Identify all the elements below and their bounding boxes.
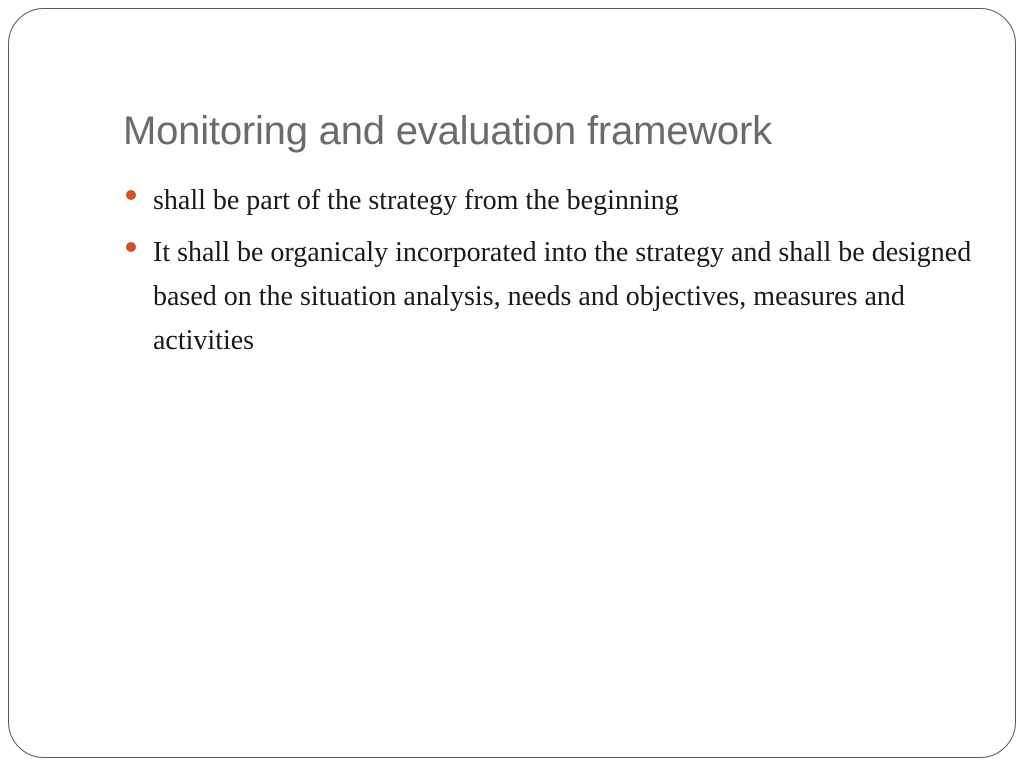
bullet-text: shall be part of the strategy from the beginning <box>153 185 679 216</box>
bullet-dot-icon <box>126 242 136 252</box>
slide <box>8 8 1016 758</box>
bullet-item <box>123 179 973 223</box>
slide-title: Monitoring and evaluation framework <box>123 109 772 153</box>
bullet-item <box>123 231 973 363</box>
bullet-dot-icon <box>126 190 136 200</box>
bullet-list <box>123 179 973 371</box>
bullet-text: It shall be organicaly incorporated into the strategy and shall be designed based on the situation analysis, needs and objectives, measures and activities <box>153 237 972 356</box>
